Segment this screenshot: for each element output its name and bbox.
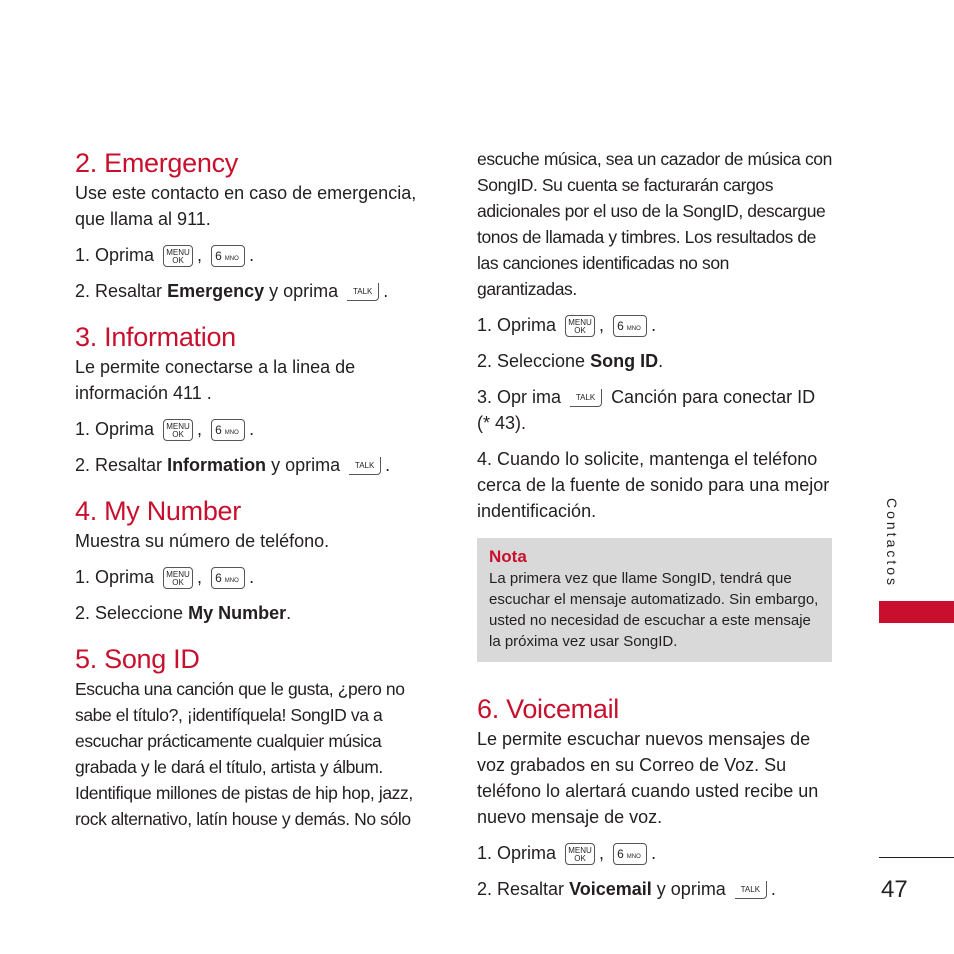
step-1: 1. Oprima MENU OK , 6 MNO .	[75, 245, 255, 266]
menu-ok-key-icon: MENU OK	[163, 419, 193, 441]
step-1: 1. Oprima MENU OK , 6 MNO .	[75, 419, 255, 440]
menu-ok-key-icon: MENU OK	[565, 315, 595, 337]
six-mno-key-icon: 6 MNO	[613, 843, 647, 865]
section-emergency	[75, 146, 425, 304]
section-body: Use este contacto en caso de emergencia, que llama al 911.	[75, 183, 417, 229]
right-column	[477, 146, 832, 918]
song-id-step-3: 3. Opr ima TALK Canción para conectar ID (* 43).	[477, 387, 816, 433]
talk-key-icon: TALK	[347, 283, 379, 301]
six-mno-key-icon: 6 MNO	[211, 245, 245, 267]
note-body: La primera vez que llame SongID, tendrá que escuchar el mensaje automatizado. Sin embargo, usted no necesidad de escuchar a este mensaje la próxima vez usar SongID.	[489, 570, 819, 650]
section-body: Escucha una canción que le gusta, ¿pero no sabe el título?, ¡identifíquela! SongID va a escuchar prácticamente cualquier música grabada y le dará el título, artista y álbum. Identifique millones de pistas de hip hop, jazz, rock alternativo, latín house y demás. No sólo	[75, 679, 413, 829]
section-title: 3. Information	[75, 322, 236, 352]
keyword: Emergency	[167, 281, 265, 301]
note-box	[477, 538, 832, 662]
menu-ok-key-icon: MENU OK	[565, 843, 595, 865]
six-mno-key-icon: 6 MNO	[613, 315, 647, 337]
step-1: 1. Oprima MENU OK , 6 MNO .	[75, 567, 255, 588]
section-information	[75, 320, 425, 478]
menu-ok-key-icon: MENU OK	[163, 567, 193, 589]
section-title: 6. Voicemail	[477, 694, 619, 724]
talk-key-icon: TALK	[735, 881, 767, 899]
keyword: Information	[167, 455, 267, 475]
note-title: Nota	[489, 547, 527, 566]
left-column	[75, 146, 425, 848]
section-body: Muestra su número de teléfono.	[75, 531, 330, 551]
side-tab-marker	[879, 601, 954, 623]
section-title: 2. Emergency	[75, 148, 238, 178]
step-2: 2. Resaltar Voicemail y oprima TALK .	[477, 879, 776, 899]
section-title: 4. My Number	[75, 496, 241, 526]
section-voicemail	[477, 692, 832, 902]
page-number: 47	[881, 876, 908, 903]
talk-key-icon: TALK	[349, 457, 381, 475]
song-id-step-4: 4. Cuando lo solicite, mantenga el teléfono cerca de la fuente de sonido para una mejor indentificación.	[477, 449, 830, 521]
talk-key-icon: TALK	[570, 389, 602, 407]
six-mno-key-icon: 6 MNO	[211, 419, 245, 441]
song-id-step-2: 2. Seleccione Song ID.	[477, 351, 664, 371]
song-id-step-1: 1. Oprima MENU OK , 6 MNO .	[477, 315, 657, 336]
step-2: 2. Resaltar Emergency y oprima TALK .	[75, 281, 389, 301]
keyword: My Number	[188, 603, 287, 623]
section-my-number	[75, 494, 425, 626]
section-body: Le permite escuchar nuevos mensajes de voz grabados en su Correo de Voz. Su teléfono lo alertará cuando usted recibe un nuevo mensaje de voz.	[477, 729, 819, 827]
song-id-continued: escuche música, sea un cazador de música con SongID. Su cuenta se facturarán cargos adicionales por el uso de la SongID, descargue tonos de llamada y timbres. Los resultados de las canciones identificadas no son garantizadas.	[477, 149, 832, 299]
keyword: Voicemail	[569, 879, 652, 899]
step-2: 2. Resaltar Information y oprima TALK .	[75, 455, 391, 475]
footer-rule	[879, 857, 954, 858]
step-1: 1. Oprima MENU OK , 6 MNO .	[477, 843, 657, 864]
six-mno-key-icon: 6 MNO	[211, 567, 245, 589]
section-body: Le permite conectarse a la linea de información 411 .	[75, 357, 356, 403]
menu-ok-key-icon: MENU OK	[163, 245, 193, 267]
section-title: 5. Song ID	[75, 644, 200, 674]
step-2: 2. Seleccione My Number.	[75, 603, 292, 623]
section-song-id	[75, 642, 425, 832]
keyword: Song ID	[590, 351, 659, 371]
side-tab-label: Contactos	[884, 498, 900, 589]
